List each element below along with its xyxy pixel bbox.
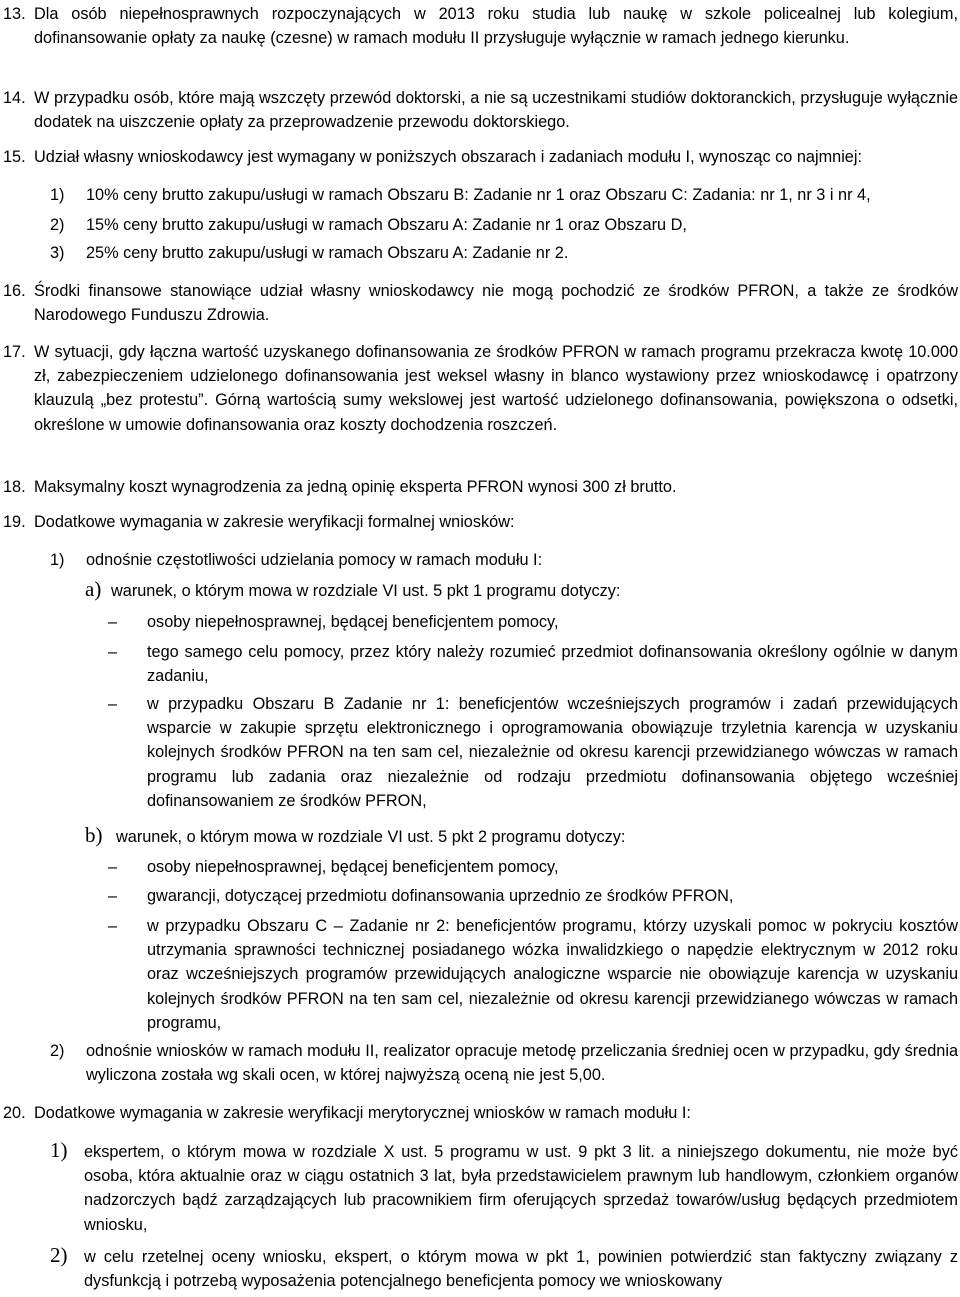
paragraph-number: 16.: [3, 282, 26, 300]
paragraph-text: Maksymalny koszt wynagrodzenia za jedną opinię eksperta PFRON wynosi 300 zł brutto.: [34, 478, 677, 496]
dash-bullet: –: [108, 887, 118, 905]
paragraph-text: Dodatkowe wymagania w zakresie weryfikacji merytorycznej wniosków w ramach modułu I:: [34, 1104, 691, 1122]
list-number: 1): [50, 1138, 68, 1162]
paragraph-number: 19.: [3, 513, 26, 531]
list-text: ekspertem, o którym mowa w rozdziale X ust. 5 programu w ust. 9 pkt 3 lit. a niniejszego dokumentu, nie może być osoba, która aktualnie oraz w ciągu ostatnich 3 lat, była przedstawicielem prawnym lub handlowym, członkiem organów nadzorczych bądź zarządzających lub pracownikiem firm oferujących sprzedaż towarów/usług będących przedmiotem wniosku,: [84, 1143, 958, 1234]
letter-label: b): [85, 823, 103, 847]
paragraph-number: 17.: [3, 343, 26, 361]
list-number: 3): [50, 244, 65, 262]
dash-bullet: –: [108, 695, 118, 713]
paragraph-number: 20.: [3, 1104, 26, 1122]
paragraph-text: Dodatkowe wymagania w zakresie weryfikacji formalnej wniosków:: [34, 513, 515, 531]
list-text: 10% ceny brutto zakupu/usługi w ramach Obszaru B: Zadanie nr 1 oraz Obszaru C: Zadania: nr 1, nr 3 i nr 4,: [86, 186, 871, 204]
dash-bullet: –: [108, 917, 118, 935]
paragraph-number: 13.: [3, 5, 26, 23]
paragraph-number: 15.: [3, 148, 26, 166]
paragraph-number: 14.: [3, 89, 26, 107]
list-text: osoby niepełnosprawnej, będącej beneficjentem pomocy,: [147, 858, 559, 876]
list-text: odnośnie wniosków w ramach modułu II, realizator opracuje metodę przeliczania średniej ocen w przypadku, gdy średnia wyliczona została wg skali ocen, w której najwyższą oceną nie jest 5,00.: [86, 1042, 958, 1085]
list-text: w celu rzetelnej oceny wniosku, ekspert, o którym mowa w pkt 1, powinien potwierdzić stan faktyczny związany z dysfunkcją i potrzebą wyposażenia potencjalnego beneficjenta pomocy we wnioskowany: [84, 1248, 958, 1291]
dash-bullet: –: [108, 858, 118, 876]
list-text: w przypadku Obszaru C – Zadanie nr 2: beneficjentów programu, którzy uzyskali pomoc w pokryciu kosztów utrzymania sprawności technicznej posiadanego wózka inwalidzkiego o napędzie elektrycznym w 2012 roku oraz wcześniejszych programów przewidujących analogiczne wsparcie nie obowiązuje karencja w uzyskaniu kolejnych środków PFRON na ten sam cel, niezależnie od okresu karencji przewidzianego wówczas w ramach programu,: [147, 917, 958, 1032]
list-number: 1): [50, 551, 65, 569]
dash-bullet: –: [108, 613, 118, 631]
paragraph-text: W przypadku osób, które mają wszczęty przewód doktorski, a nie są uczestnikami studiów doktoranckich, przysługuje wyłącznie dodatek na uiszczenie opłaty za przeprowadzenie przewodu doktorskiego.: [34, 89, 958, 132]
list-text: tego samego celu pomocy, przez który należy rozumieć przedmiot dofinansowania określony ogólnie w danym zadaniu,: [147, 643, 958, 686]
paragraph-text: Udział własny wnioskodawcy jest wymagany w poniższych obszarach i zadaniach modułu I, wynosząc co najmniej:: [34, 148, 863, 166]
dash-bullet: –: [108, 643, 118, 661]
paragraph-text: Dla osób niepełnosprawnych rozpoczynających w 2013 roku studia lub naukę w szkole policealnej lub kolegium, dofinansowanie opłaty za naukę (czesne) w ramach modułu II przysługuje wyłącznie w ramach jednego kierunku.: [34, 5, 958, 48]
list-text: osoby niepełnosprawnej, będącej beneficjentem pomocy,: [147, 613, 559, 631]
letter-label: a): [85, 577, 102, 601]
list-text: odnośnie częstotliwości udzielania pomocy w ramach modułu I:: [86, 551, 543, 569]
paragraph-number: 18.: [3, 478, 26, 496]
list-number: 2): [50, 216, 65, 234]
list-text: 25% ceny brutto zakupu/usługi w ramach Obszaru A: Zadanie nr 2.: [86, 244, 569, 262]
list-text: warunek, o którym mowa w rozdziale VI ust. 5 pkt 2 programu dotyczy:: [116, 828, 626, 846]
paragraph-text: Środki finansowe stanowiące udział własny wnioskodawcy nie mogą pochodzić ze środków PFRON, a także ze środków Narodowego Funduszu Zdrowia.: [34, 282, 958, 325]
list-number: 1): [50, 186, 65, 204]
list-number: 2): [50, 1042, 65, 1060]
list-text: 15% ceny brutto zakupu/usługi w ramach Obszaru A: Zadanie nr 1 oraz Obszaru D,: [86, 216, 687, 234]
list-text: w przypadku Obszaru B Zadanie nr 1: beneficjentów wcześniejszych programów i zadań przewidujących wsparcie w zakupie sprzętu elektronicznego i oprogramowania obowiązuje trzyletnia karencja w uzyskaniu kolejnych środków PFRON na ten sam cel, niezależnie od okresu karencji przewidzianego wówczas w ramach programu lub zadania oraz niezależnie od rodzaju przedmiotu dofinansowania objętego wcześniej dofinansowaniem ze środków PFRON,: [147, 695, 958, 810]
list-text: gwarancji, dotyczącej przedmiotu dofinansowania uprzednio ze środków PFRON,: [147, 887, 734, 905]
list-number: 2): [50, 1243, 68, 1267]
paragraph-text: W sytuacji, gdy łączna wartość uzyskanego dofinansowania ze środków PFRON w ramach programu przekracza kwotę 10.000 zł, zabezpieczeniem udzielonego dofinansowania jest weksel własny in blanco wystawiony przez wnioskodawcę i opatrzony klauzulą „bez protestu”. Górną wartością sumy wekslowej jest wartość udzielonego dofinansowania, powiększona o odsetki, określone w umowie dofinansowania oraz koszty dochodzenia roszczeń.: [34, 343, 958, 434]
list-text: warunek, o którym mowa w rozdziale VI ust. 5 pkt 1 programu dotyczy:: [111, 582, 621, 600]
